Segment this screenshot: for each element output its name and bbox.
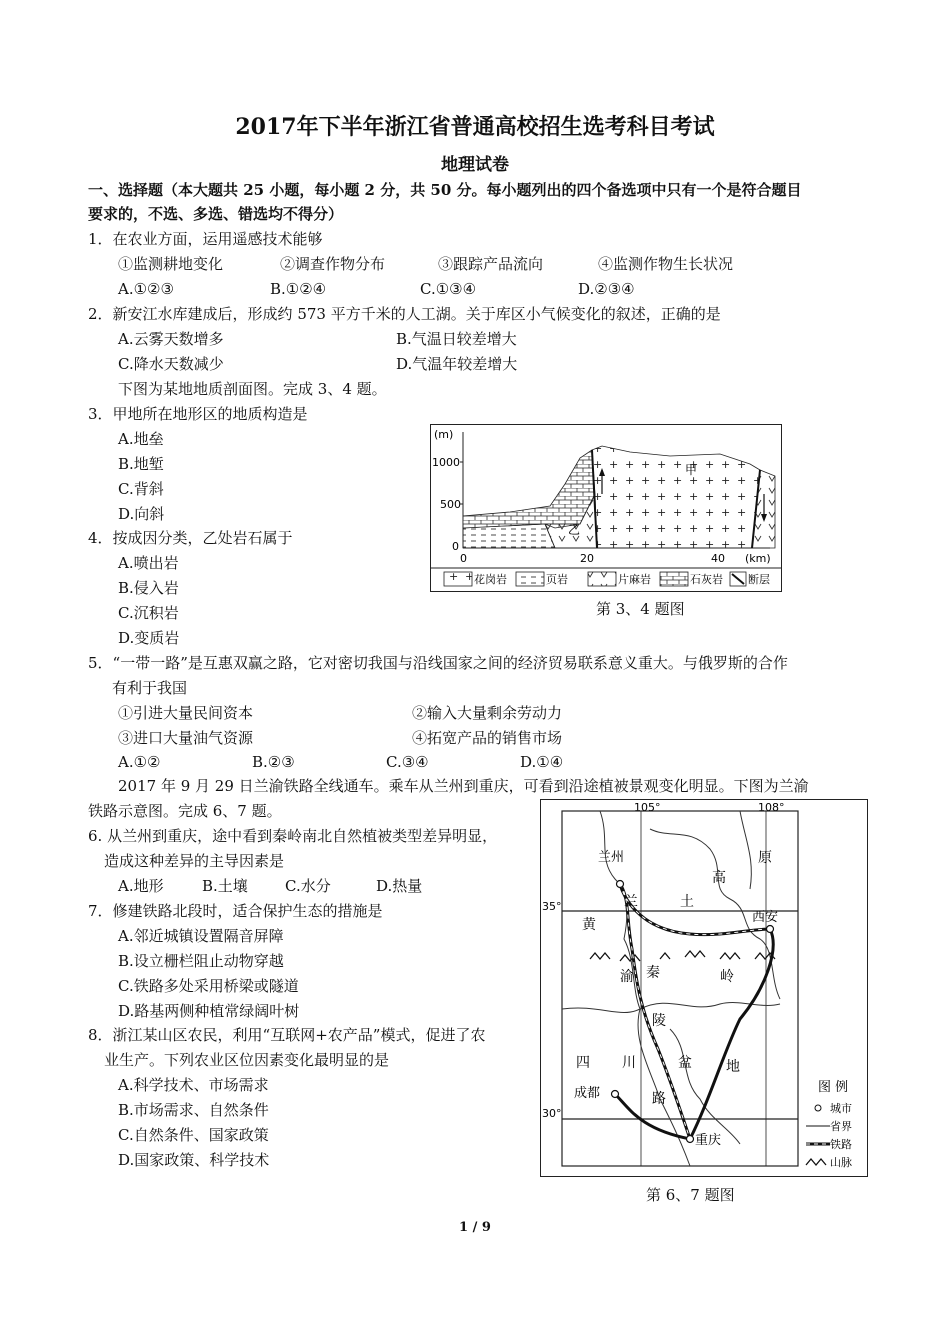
section-heading-line2: 要求的，不选、多选、错选均不得分） — [88, 205, 344, 223]
q7-stem: 7．修建铁路北段时，适合保护生态的措施是 — [88, 902, 383, 920]
q1-option-a[interactable]: A.①②③ — [118, 280, 174, 298]
region-char: 路 — [652, 1091, 666, 1107]
latitude-label: 35° — [542, 900, 562, 913]
region-char: 岭 — [720, 969, 734, 985]
q4-option-b[interactable]: B.侵入岩 — [118, 579, 179, 597]
figure-caption-67: 第 6、7 题图 — [646, 1186, 735, 1204]
q2-option-c[interactable]: C.降水天数减少 — [118, 355, 224, 373]
region-char: 陵 — [652, 1013, 666, 1029]
q4-stem: 4．按成因分类，乙处岩石属于 — [88, 529, 293, 547]
x-unit-label: (km) — [745, 552, 771, 565]
q2-option-b[interactable]: B.气温日较差增大 — [396, 330, 517, 348]
page-number: 1 / 9 — [459, 1220, 491, 1235]
legend-fault: 断层 — [748, 573, 770, 586]
q8-option-c[interactable]: C.自然条件、国家政策 — [118, 1126, 269, 1144]
q6-stem-line2: 造成这种差异的主导因素是 — [104, 852, 285, 870]
q5-stem-line2: 有利于我国 — [112, 679, 188, 697]
intro-q6-q7-line1: 2017 年 9 月 29 日兰渝铁路全线通车。乘车从兰州到重庆，可看到沿途植被景观变化明显。下图为兰渝 — [118, 777, 809, 795]
x-tick-label: 0 — [460, 552, 467, 565]
q4-option-d[interactable]: D.变质岩 — [118, 629, 180, 647]
q1-item: ①监测耕地变化 — [118, 255, 224, 273]
q5-item: ③进口大量油气资源 — [118, 729, 254, 747]
legend-granite: 花岗岩 — [474, 573, 507, 586]
legend-railway: 铁路 — [830, 1138, 852, 1151]
legend-shale: 页岩 — [546, 573, 568, 586]
legend-province-border: 省界 — [830, 1120, 852, 1133]
q5-option-c[interactable]: C.③④ — [386, 753, 429, 771]
region-char: 地 — [726, 1059, 740, 1075]
x-tick-label: 40 — [711, 552, 725, 565]
region-char: 渝 — [620, 969, 634, 985]
q1-stem: 1．在农业方面，运用遥感技术能够 — [88, 230, 323, 248]
y-tick-label: 0 — [452, 540, 459, 553]
legend-gneiss: 片麻岩 — [618, 573, 651, 586]
q8-option-a[interactable]: A.科学技术、市场需求 — [118, 1076, 269, 1094]
label-jia: 甲 — [685, 463, 698, 477]
region-char: 盆 — [678, 1055, 692, 1071]
q8-stem-line1: 8．浙江某山区农民，利用“互联网+农产品”模式，促进了农 — [88, 1026, 486, 1044]
y-unit-label: (m) — [434, 428, 454, 441]
q1-option-b[interactable]: B.①②④ — [270, 280, 327, 298]
region-char: 原 — [758, 850, 772, 866]
region-char: 高 — [712, 870, 726, 886]
q5-item: ④拓宽产品的销售市场 — [412, 729, 563, 747]
q6-option-b[interactable]: B.土壤 — [202, 877, 248, 895]
geologic-cross-section-figure — [430, 424, 782, 592]
y-tick-label: 500 — [440, 498, 461, 511]
region-char: 川 — [622, 1055, 636, 1071]
q3-option-a[interactable]: A.地垒 — [118, 430, 164, 448]
q7-option-c[interactable]: C.铁路多处采用桥梁或隧道 — [118, 977, 299, 995]
q3-option-b[interactable]: B.地堑 — [118, 455, 164, 473]
q1-item: ④监测作物生长状况 — [598, 255, 734, 273]
region-char: 土 — [680, 894, 694, 910]
q8-option-b[interactable]: B.市场需求、自然条件 — [118, 1101, 269, 1119]
city-chengdu: 成都 — [574, 1086, 601, 1101]
q1-option-d[interactable]: D.②③④ — [578, 280, 635, 298]
q3-stem: 3．甲地所在地形区的地质构造是 — [88, 405, 308, 423]
intro-q3-q4: 下图为某地地质剖面图。完成 3、4 题。 — [118, 380, 387, 398]
longitude-label: 105° — [634, 801, 661, 814]
q6-option-a[interactable]: A.地形 — [118, 877, 164, 895]
figure-caption-34: 第 3、4 题图 — [596, 600, 685, 618]
q7-option-a[interactable]: A.邻近城镇设置隔音屏障 — [118, 927, 284, 945]
q7-option-b[interactable]: B.设立栅栏阻止动物穿越 — [118, 952, 284, 970]
q7-option-d[interactable]: D.路基两侧种植常绿阔叶树 — [118, 1002, 300, 1020]
region-char: 兰 — [624, 894, 638, 910]
q3-option-c[interactable]: C.背斜 — [118, 480, 164, 498]
legend-mountain: 山脉 — [830, 1156, 852, 1169]
q2-option-d[interactable]: D.气温年较差增大 — [396, 355, 518, 373]
q1-item: ②调查作物分布 — [280, 255, 386, 273]
label-yi: 乙 — [568, 523, 581, 537]
q4-option-c[interactable]: C.沉积岩 — [118, 604, 179, 622]
q2-option-a[interactable]: A.云雾天数增多 — [118, 330, 224, 348]
q6-stem-line1: 6. 从兰州到重庆，途中看到秦岭南北自然植被类型差异明显， — [88, 827, 498, 845]
legend-limestone: 石灰岩 — [690, 573, 723, 586]
region-char: 四 — [576, 1055, 590, 1071]
q5-stem-line1: 5．“一带一路”是互惠双赢之路，它对密切我国与沿线国家之间的经济贸易联系意义重大。与俄罗斯的合作 — [88, 654, 788, 672]
exam-title: 2017年下半年浙江省普通高校招生选考科目考试 — [235, 114, 715, 140]
q5-option-b[interactable]: B.②③ — [252, 753, 295, 771]
region-char: 黄 — [582, 917, 596, 933]
q1-option-c[interactable]: C.①③④ — [420, 280, 477, 298]
latitude-label: 30° — [542, 1107, 562, 1120]
legend-city: 城市 — [830, 1102, 852, 1115]
q5-item: ①引进大量民间资本 — [118, 704, 254, 722]
longitude-label: 108° — [758, 801, 785, 814]
q8-stem-line2: 业生产。下列农业区位因素变化最明显的是 — [104, 1051, 390, 1069]
city-xian: 西安 — [752, 910, 779, 925]
intro-q6-q7-line2: 铁路示意图。完成 6、7 题。 — [88, 802, 282, 820]
q5-option-d[interactable]: D.①④ — [520, 753, 564, 771]
x-tick-label: 20 — [580, 552, 594, 565]
exam-subtitle: 地理试卷 — [441, 155, 509, 175]
q4-option-a[interactable]: A.喷出岩 — [118, 554, 179, 572]
q6-option-d[interactable]: D.热量 — [376, 877, 423, 895]
region-char: 秦 — [646, 965, 660, 981]
q1-item: ③跟踪产品流向 — [438, 255, 544, 273]
q5-item: ②输入大量剩余劳动力 — [412, 704, 563, 722]
q5-option-a[interactable]: A.①② — [118, 753, 161, 771]
city-chongqing: 重庆 — [695, 1133, 722, 1148]
q3-option-d[interactable]: D.向斜 — [118, 505, 165, 523]
q6-option-c[interactable]: C.水分 — [285, 877, 331, 895]
section-heading-line1: 一、选择题（本大题共 25 小题，每小题 2 分，共 50 分。每小题列出的四个备选项中只有一个是符合题目 — [88, 181, 802, 199]
y-tick-label: 1000 — [432, 456, 460, 469]
railway-map-figure — [540, 799, 868, 1177]
q8-option-d[interactable]: D.国家政策、科学技术 — [118, 1151, 270, 1169]
map-legend-title: 图 例 — [818, 1080, 849, 1095]
city-lanzhou: 兰州 — [598, 850, 625, 865]
q2-stem: 2．新安江水库建成后，形成约 573 平方千米的人工湖。关于库区小气候变化的叙述，正确的是 — [88, 305, 721, 323]
